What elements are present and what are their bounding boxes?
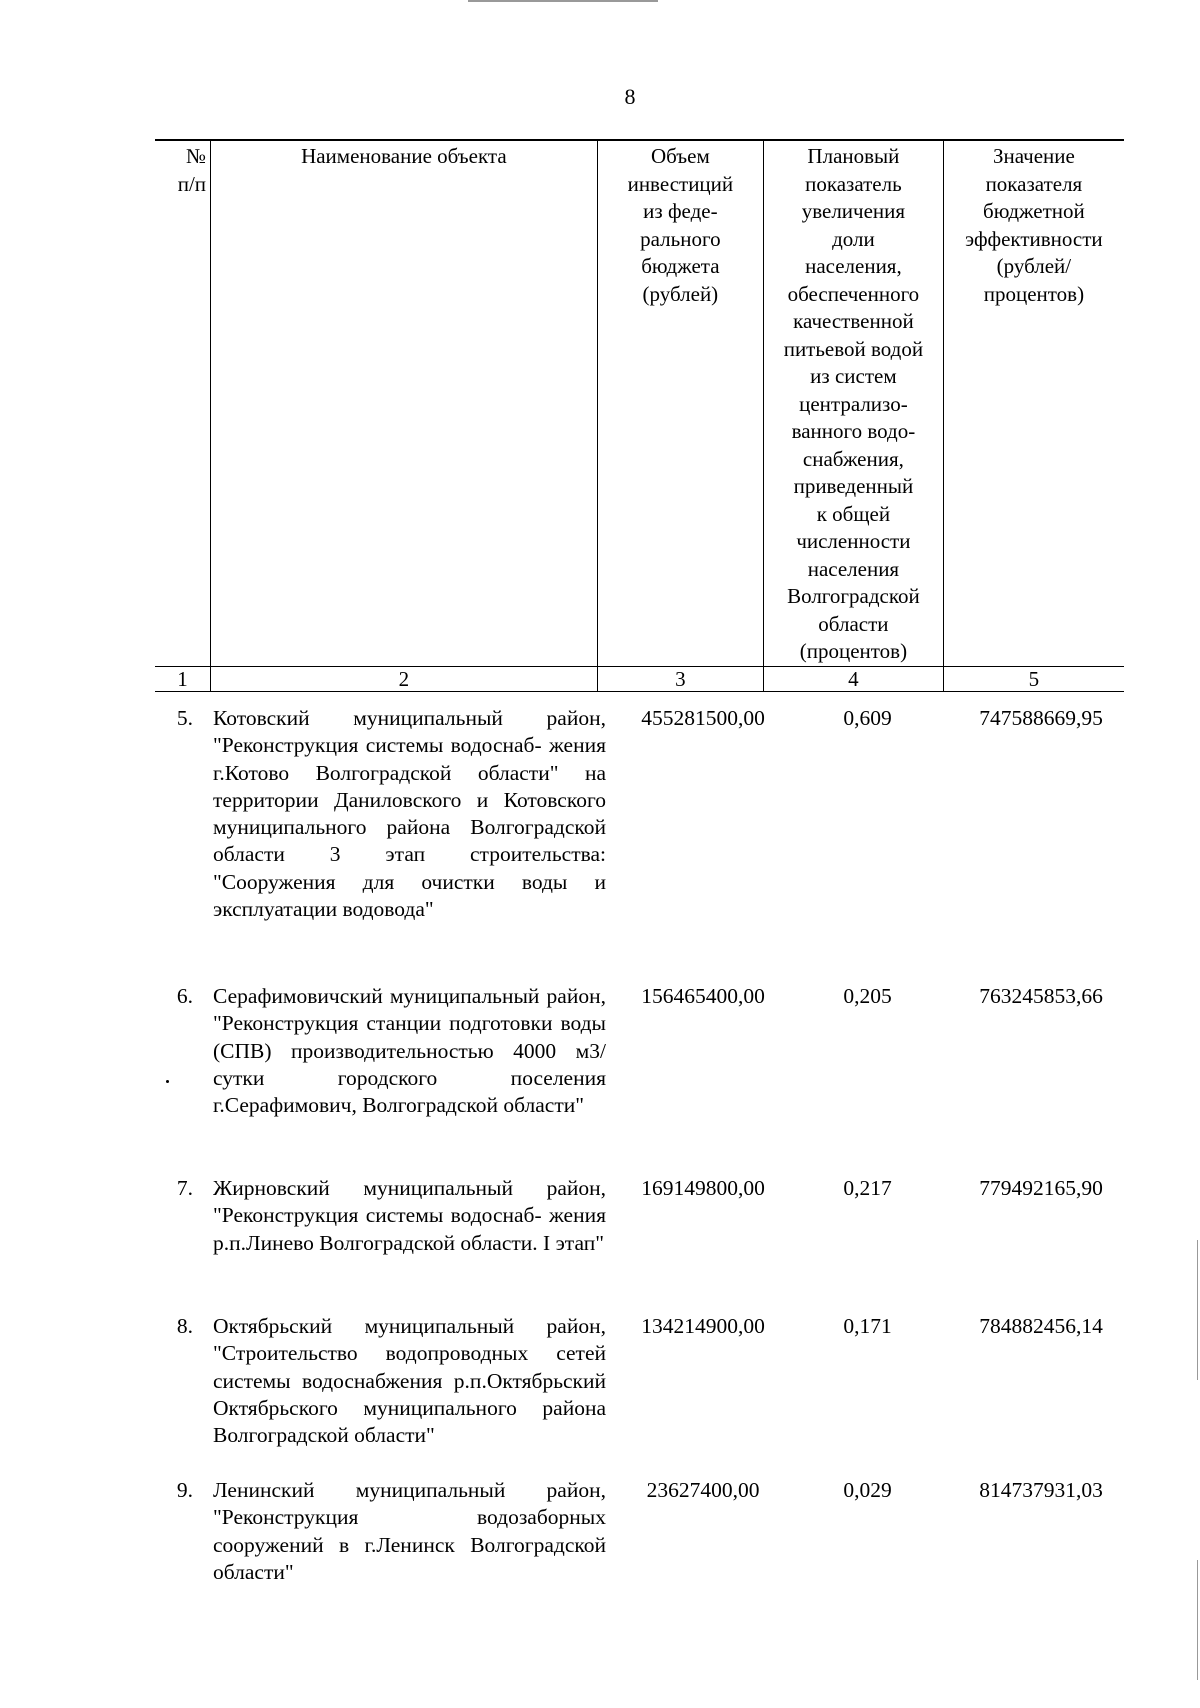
- efficiency-value: 779492165,90: [979, 1176, 1103, 1200]
- header-col-efficiency: Значение показателя бюджетной эффективности (рублей/ процентов): [943, 140, 1124, 666]
- top-scan-rule: [468, 0, 658, 2]
- column-number: 3: [597, 666, 763, 691]
- column-number: 5: [943, 666, 1124, 691]
- header-col-plan: Плановый показатель увеличения доли населения, обеспеченного качественной питьевой водой из систем централизо- ванного водо- снабжения, приведенный к общей численности населения Волгоградской области (процентов): [764, 140, 944, 666]
- page-number: 8: [624, 84, 636, 109]
- efficiency-value: 784882456,14: [979, 1314, 1103, 1338]
- object-name: Котовский муниципальный район, "Реконструкция системы водоснаб- жения г.Котово Волгоградской области" на территории Даниловского и Котовского муниципального района Волгоградской области 3 этап строительства: "Сооружения для очистки воды и эксплуатации водовода": [213, 706, 606, 922]
- column-number: 4: [764, 666, 944, 691]
- plan-value: 0,029: [843, 1478, 892, 1502]
- investment-value: 455281500,00: [641, 706, 765, 730]
- scan-edge-mark: [1197, 1240, 1198, 1380]
- row-number: 9.: [176, 1478, 193, 1502]
- row-number: 7.: [176, 1176, 193, 1200]
- plan-value: 0,609: [843, 706, 892, 730]
- header-col-investment: Объем инвестиций из феде- рального бюджета (рублей): [597, 140, 763, 666]
- row-number: 6.: [176, 984, 193, 1008]
- header-row: [155, 140, 1124, 666]
- plan-value: 0,205: [843, 984, 892, 1008]
- plan-value: 0,171: [843, 1314, 892, 1338]
- object-name: Серафимовичский муниципальный район, "Реконструкция станции подготовки воды (СПВ) производительностью 4000 м3/сутки городского поселения г.Серафимович, Волгоградской области": [213, 984, 606, 1118]
- scan-edge-mark: [1197, 1560, 1198, 1680]
- efficiency-value: 814737931,03: [979, 1478, 1103, 1502]
- object-name: Ленинский муниципальный район, "Реконструкция водозаборных сооружений в г.Ленинск Волгоградской области": [213, 1478, 606, 1584]
- investment-value: 134214900,00: [641, 1314, 765, 1338]
- object-name: Октябрьский муниципальный район, "Строительство водопроводных сетей системы водоснабжения р.п.Октябрьский Октябрьского муниципального района Волгоградской области": [213, 1314, 606, 1448]
- column-number: 1: [155, 666, 211, 691]
- efficiency-value: 763245853,66: [979, 984, 1103, 1008]
- investment-value: 156465400,00: [641, 984, 765, 1008]
- object-name: Жирновский муниципальный район, "Реконструкция системы водоснаб- жения р.п.Линево Волгоградской области. I этап": [213, 1176, 606, 1255]
- column-number: 2: [211, 666, 598, 691]
- row-number: 5.: [176, 706, 193, 730]
- row-number: 8.: [176, 1314, 193, 1338]
- plan-value: 0,217: [843, 1176, 892, 1200]
- scan-speck: [166, 1080, 169, 1083]
- header-col-num: № п/п: [155, 140, 211, 666]
- column-number-row: [155, 666, 1124, 691]
- header-col-name: Наименование объекта: [211, 140, 598, 666]
- table-header: [155, 139, 1124, 692]
- investment-value: 169149800,00: [641, 1176, 765, 1200]
- efficiency-value: 747588669,95: [979, 706, 1103, 730]
- investment-value: 23627400,00: [646, 1478, 760, 1502]
